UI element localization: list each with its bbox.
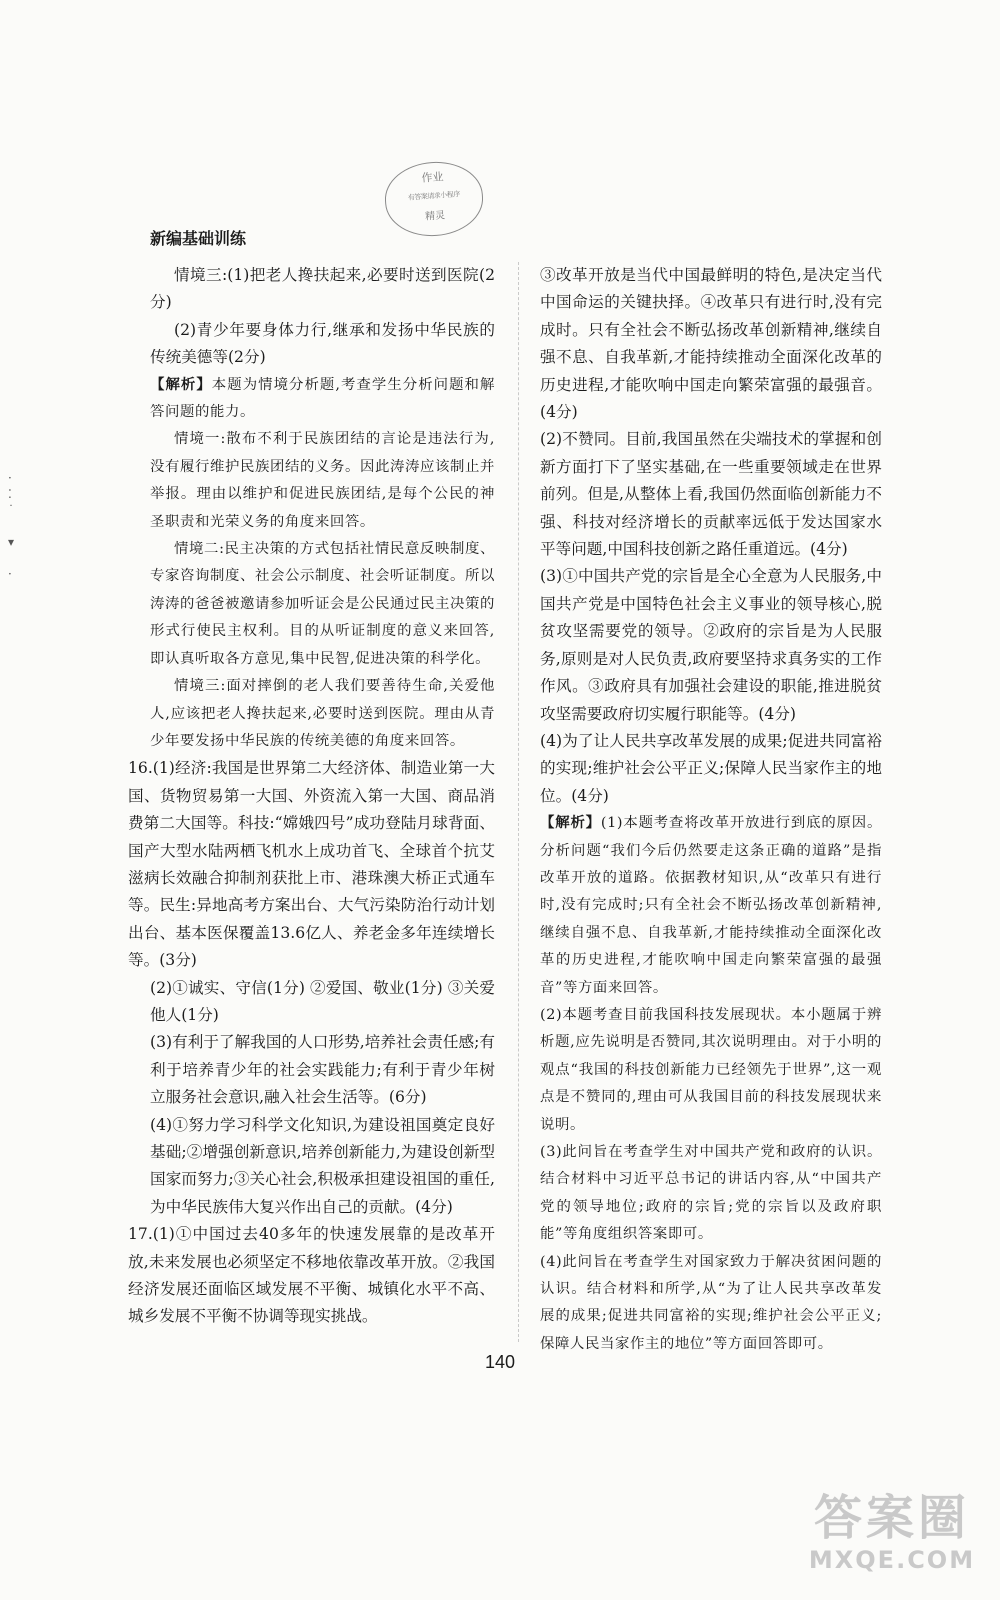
answer-17-part1: 17.(1)①中国过去40多年的快速发展靠的是改革开放,未来发展也必须坚定不移地依靠改革开放。②我国经济发展还面临区域发展不平衡、城镇化水平不高、城乡发展不平衡不协调等现实挑战。 xyxy=(128,1225,495,1326)
answer-17-part3: (3)①中国共产党的宗旨是全心全意为人民服务,中国共产党是中国特色社会主义事业的领导核心,脱贫攻坚需要党的领导。②政府的宗旨是为人民服务,原则是对人民负责,政府要坚持求真务实的工作作风。③政府具有加强社会建设的职能,推进脱贫攻坚需要政府切实履行职能等。(4分) xyxy=(540,567,882,723)
analysis-17-tag: 【解析】 xyxy=(540,815,601,832)
analysis-17-part2: (2)本题考查目前我国科技发展现状。本小题属于辨析题,应先说明是否赞同,其次说明理由。对于小明的观点“我国的科技创新能力已经领先于世界”,这一观点是不赞同的,理由可从我国目前的科技发展现状来说明。 xyxy=(540,1006,882,1133)
scenario2-explanation: 情境二:民主决策的方式包括社情民意反映制度、专家咨询制度、社会公示制度、社会听证制度。所以涛涛的爸爸被邀请参加听证会是公民通过民主决策的形式行使民主权利。目的从听证制度的意义来回答,即认真听取各方意见,集中民智,促进决策的科学化。 xyxy=(150,541,495,667)
answer-scenario3-part2: (2)青少年要身体力行,继承和发扬中华民族的传统美德等(2分) xyxy=(150,320,495,367)
column-divider xyxy=(518,262,519,1342)
watermark-line2: MXQE.COM xyxy=(808,1546,976,1574)
left-column xyxy=(128,262,495,1331)
margin-marks: · ⁚ ˙ ▾ · xyxy=(8,471,15,581)
answer-17-part4: (4)为了让人民共享改革发展的成果;促进共同富裕的实现;维护社会公平正义;保障人民当家作主的地位。(4分) xyxy=(540,731,882,805)
right-column xyxy=(540,262,882,1358)
answer-17-part2: (2)不赞同。目前,我国虽然在尖端技术的掌握和创新方面打下了坚实基础,在一些重要领域走在世界前列。但是,从整体上看,我国仍然面临创新能力不强、科技对经济增长的贡献率远低于发达国家水平等问题,中国科技创新之路任重道远。(4分) xyxy=(540,430,882,559)
answer-17-part1-cont: ③改革开放是当代中国最鲜明的特色,是决定当代中国命运的关键抉择。④改革只有进行时,没有完成时。只有全社会不断弘扬改革创新精神,继续自强不息、自我革新,才能持续推动全面深化改革的历史进程,才能吹响中国走向繁荣富强的最强音。(4分) xyxy=(540,266,882,422)
answer-16-part1: 16.(1)经济:我国是世界第二大经济体、制造业第一大国、货物贸易第一大国、外资流入第一大国、商品消费第二大国等。科技:“嫦娥四号”成功登陆月球背面、国产大型水陆两栖飞机水上成功首飞、全球首个抗艾滋病长效融合抑制剂获批上市、港珠澳大桥正式通车等。民生:异地高考方案出台、大气污染防治行动计划出台、基本医保覆盖13.6亿人、养老金多年连续增长等。(3分) xyxy=(128,759,495,970)
watermark-line1: 答案圈 xyxy=(813,1490,970,1546)
answer-16-part2: (2)①诚实、守信(1分) ②爱国、敬业(1分) ③关爱他人(1分) xyxy=(150,978,495,1024)
analysis-17-part4: (4)此问旨在考查学生对国家致力于解决贫困问题的认识。结合材料和所学,从“为了让人民共享改革发展的成果;促进共同富裕的实现;维护社会公平正义;保障人民当家作主的地位”等方面回答即可。 xyxy=(540,1253,882,1352)
section-title: 新编基础训练 xyxy=(150,229,247,248)
analysis-17-part3: (3)此问旨在考查学生对中国共产党和政府的认识。结合材料中习近平总书记的讲话内容,从“中国共产党的领导地位;政府的宗旨;党的宗旨以及政府职能”等角度组织答案即可。 xyxy=(540,1144,882,1243)
answer-16-part4: (4)①努力学习科学文化知识,为建设祖国奠定良好基础;②增强创新意识,培养创新能力,为建设创新型国家而努力;③关心社会,积极承担建设祖国的重任,为中华民族伟大复兴作出自己的贡献。(4分) xyxy=(150,1115,495,1216)
stamp-line2: 有答案请求小程序 xyxy=(407,190,461,202)
answer-scenario3-part1: 情境三:(1)把老人搀扶起来,必要时送到医院(2分) xyxy=(150,266,495,312)
answer-16-part3: (3)有利于了解我国的人口形势,培养社会责任感;有利于培养青少年的社会实践能力;有利于青少年树立服务社会意识,融入社会生活等。(6分) xyxy=(150,1033,495,1107)
watermark-logo xyxy=(802,1490,982,1590)
page-number: 140 xyxy=(484,1352,516,1372)
analysis-text: 本题为情境分析题,考查学生分析问题和解答问题的能力。 xyxy=(150,376,495,421)
analysis-17-text: (1)本题考查将改革开放进行到底的原因。分析问题“我们今后仍然要走这条正确的道路”是指改革开放的道路。依据教材知识,从“改革只有进行时,没有完成时;只有全社会不断弘扬改革创新精神,继续自强不息、自我革新,才能持续推动全面深化改革的历史进程,才能吹响中国走向繁荣富强的最强音”等方面来回答。 xyxy=(540,815,882,996)
analysis-17-part1 xyxy=(540,810,882,1002)
analysis-tag: 【解析】 xyxy=(150,376,212,393)
scenario3-explanation: 情境三:面对摔倒的老人我们要善待生命,关爱他人,应该把老人搀扶起来,必要时送到医院。理由从青少年要发扬中华民族的传统美德的角度来回答。 xyxy=(150,678,495,749)
scenario1-explanation: 情境一:散布不利于民族团结的言论是违法行为,没有履行维护民族团结的义务。因此涛涛应该制止并举报。理由以维护和促进民族团结,是每个公民的神圣职责和光荣义务的角度来回答。 xyxy=(150,431,495,530)
stamp-line3: 精灵 xyxy=(424,210,446,223)
stamp-line1: 作业 xyxy=(421,170,444,185)
analysis-paragraph xyxy=(150,372,495,427)
stamp-seal xyxy=(383,159,486,240)
